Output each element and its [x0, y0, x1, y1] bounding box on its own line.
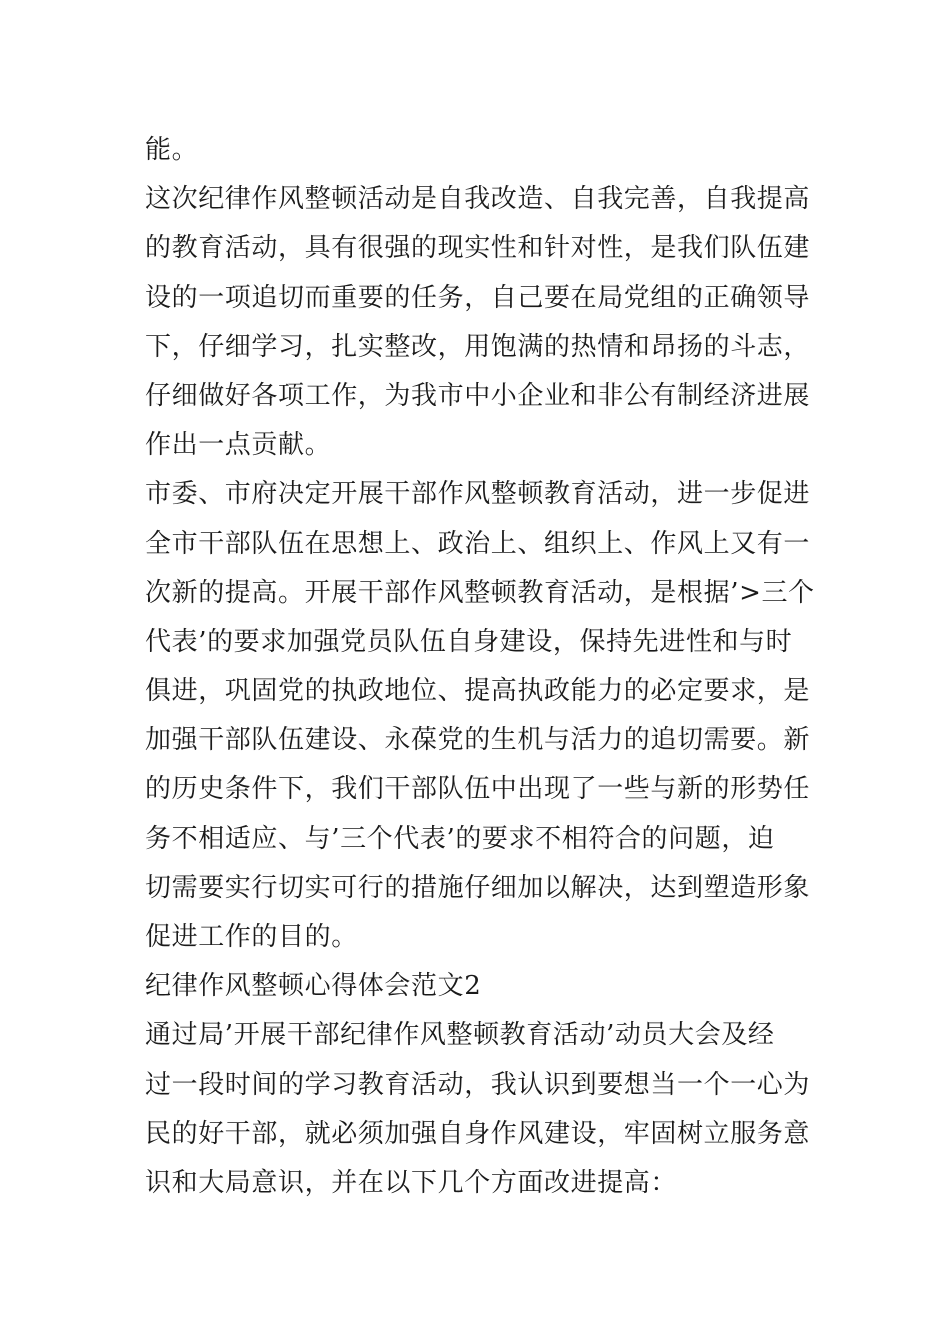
text-line: 的教育活动，具有很强的现实性和针对性，是我们队伍建: [145, 233, 811, 264]
text-line: 切需要实行切实可行的措施仔细加以解决，达到塑造形象: [145, 872, 811, 903]
text-line: 促进工作的目的。: [145, 922, 358, 952]
text-line: 仔细做好各项工作，为我市中小企业和非公有制经济进展: [145, 380, 811, 411]
text-line: 设的一项追切而重要的任务，自己要在局党组的正确领导: [145, 282, 811, 313]
text-line: 代表’的要求加强党员队伍自身建设，保持先进性和与时: [145, 626, 793, 657]
text-line: 作出一点贡献。: [145, 430, 332, 461]
text-line: 通过局’开展干部纪律作风整顿教育活动’动员大会及经: [145, 1020, 775, 1051]
text-line: 全市干部队伍在思想上、政治上、组织上、作风上又有一: [145, 528, 811, 559]
text-line: 能。: [145, 135, 199, 165]
document-body: [145, 126, 815, 1208]
text-line: 识和大局意识，并在以下几个方面改进提高：: [145, 1167, 678, 1198]
text-line: 这次纪律作风整顿活动是自我改造、自我完善，自我提高: [145, 184, 811, 215]
text-line: 俱进，巩固党的执政地位、提高执政能力的必定要求，是: [145, 676, 811, 707]
text-line: 加强干部队伍建设、永葆党的生机与活力的追切需要。新: [145, 725, 811, 756]
text-line: 务不相适应、与’三个代表’的要求不相符合的问题，迫: [145, 823, 775, 854]
text-line: 民的好干部，就必须加强自身作风建设，牢固树立服务意: [145, 1118, 811, 1149]
text-line: 过一段时间的学习教育活动，我认识到要想当一个一心为: [145, 1069, 811, 1100]
section-heading: 纪律作风整顿心得体会范文2: [145, 971, 482, 1002]
text-line: 下，仔细学习，扎实整改，用饱满的热情和昂扬的斗志，: [145, 331, 811, 362]
text-line: 市委、市府决定开展干部作风整顿教育活动，进一步促进: [145, 479, 811, 510]
text-line: 的历史条件下，我们干部队伍中出现了一些与新的形势任: [145, 774, 811, 805]
text-line: 次新的提高。开展干部作风整顿教育活动，是根据’>三个: [145, 577, 815, 608]
